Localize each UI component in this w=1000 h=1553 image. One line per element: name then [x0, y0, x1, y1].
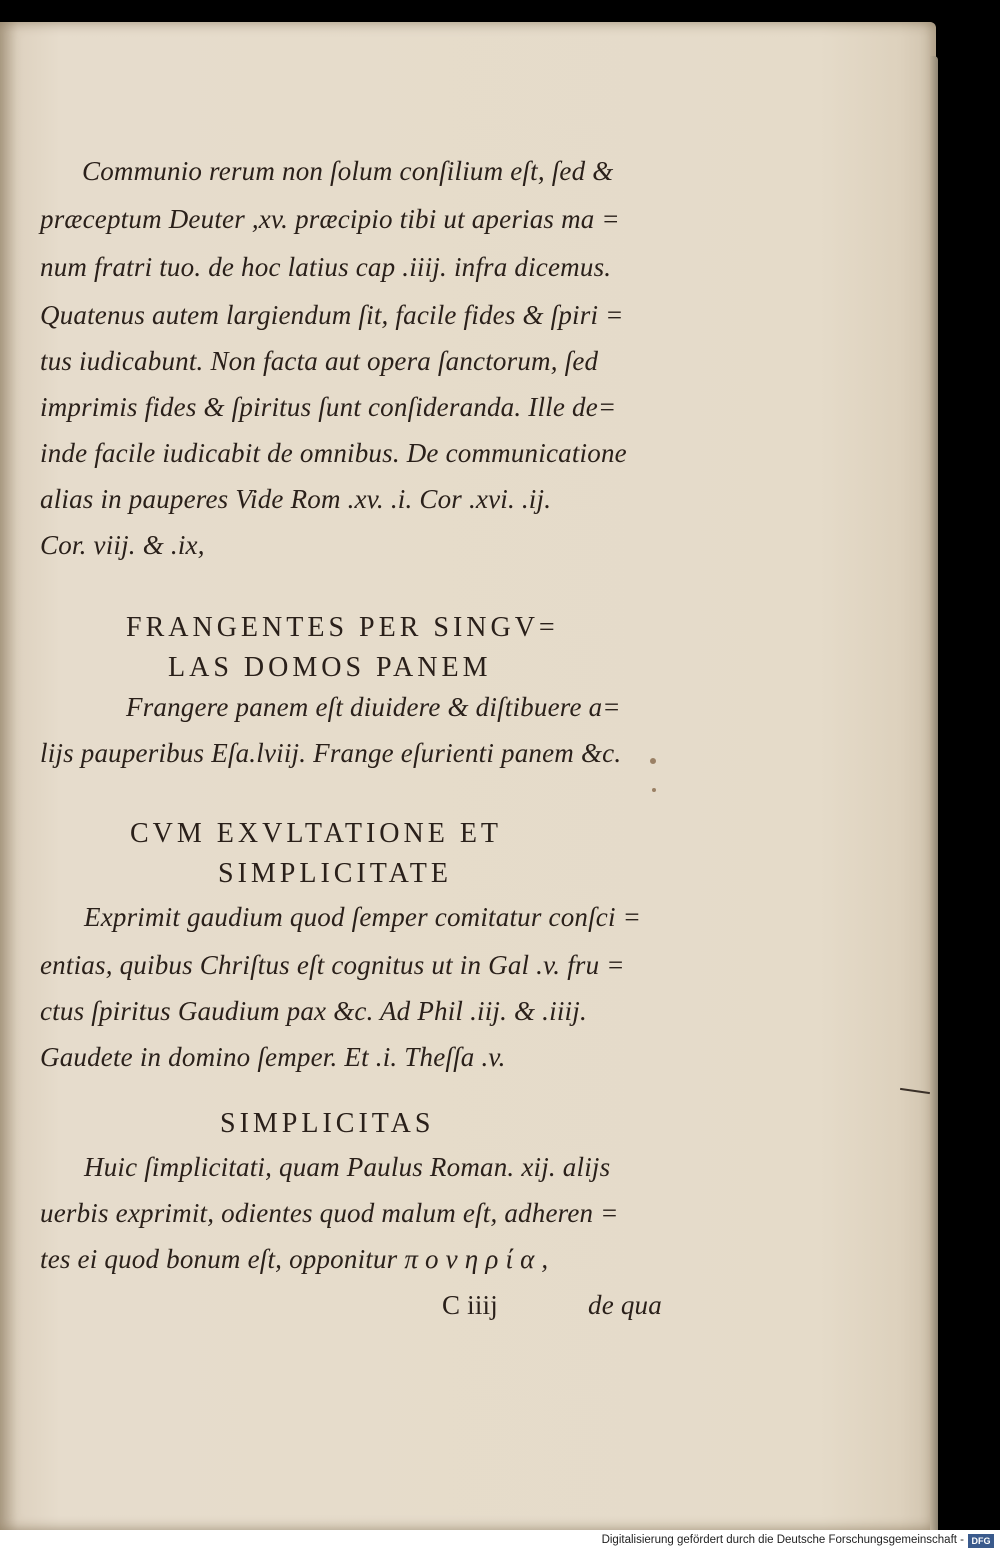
ink-spot	[652, 788, 656, 792]
book-page	[0, 22, 936, 1530]
dfg-logo-icon: DFG	[968, 1534, 994, 1548]
text-line: alias in pauperes Vide Rom .xv. .i. Cor .xvi. .ij.	[40, 484, 552, 514]
section-heading: SIMPLICITATE	[218, 858, 452, 889]
text-line: Cor. viij. & .ix,	[40, 530, 205, 560]
text-line: Communio rerum non ſolum conſilium eſt, ſed &	[82, 156, 614, 186]
footer-bar	[0, 1530, 1000, 1553]
text-line: inde facile iudicabit de omnibus. De communicatione	[40, 438, 627, 468]
text-line: Exprimit gaudium quod ſemper comitatur conſci =	[84, 902, 642, 932]
section-heading: LAS DOMOS PANEM	[168, 652, 492, 683]
signature-mark: C iiij	[442, 1290, 498, 1320]
section-heading: FRANGENTES PER SINGV=	[126, 612, 559, 643]
funding-credit: Digitalisierung gefördert durch die Deutsche Forschungsgemeinschaft -	[601, 1534, 964, 1546]
page-edge	[930, 56, 938, 1536]
text-line: præceptum Deuter ,xv. præcipio tibi ut aperias ma =	[40, 204, 620, 234]
text-line: entias, quibus Chriſtus eſt cognitus ut in Gal .v. fru =	[40, 950, 625, 980]
text-line: ctus ſpiritus Gaudium pax &c. Ad Phil .iij. & .iiij.	[40, 996, 587, 1026]
section-heading: SIMPLICITAS	[220, 1108, 435, 1139]
text-line: tus iudicabunt. Non facta aut opera ſanctorum, ſed	[40, 346, 599, 376]
text-line: Gaudete in domino ſemper. Et .i. Theſſa .v.	[40, 1042, 506, 1072]
section-heading: CVM EXVLTATIONE ET	[130, 818, 503, 849]
text-line: tes ei quod bonum eſt, opponitur π ο ν η ρ ί α ,	[40, 1244, 549, 1274]
text-line: imprimis fides & ſpiritus ſunt conſideranda. Ille de=	[40, 392, 617, 422]
catchword: de qua	[588, 1290, 662, 1320]
text-line: Huic ſimplicitati, quam Paulus Roman. xij. alijs	[84, 1152, 611, 1182]
ink-spot	[650, 758, 656, 764]
text-line: uerbis exprimit, odientes quod malum eſt, adheren =	[40, 1198, 619, 1228]
text-line: Quatenus autem largiendum ſit, facile fides & ſpiri =	[40, 300, 624, 330]
paper-scratch	[900, 1088, 930, 1094]
text-line: lijs pauperibus Eſa.lviij. Frange eſurienti panem &c.	[40, 738, 622, 768]
text-line: num fratri tuo. de hoc latius cap .iiij. infra dicemus.	[40, 252, 612, 282]
text-line: Frangere panem eſt diuidere & diſtibuere a=	[126, 692, 621, 722]
